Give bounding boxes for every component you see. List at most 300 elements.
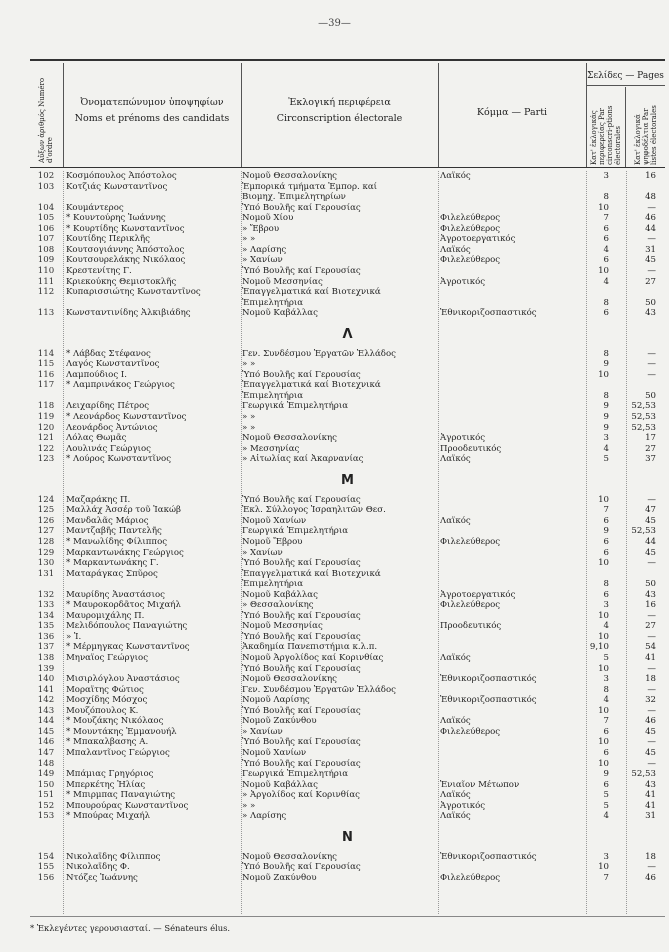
constituency: » Λαρίσης [242,244,287,255]
row-number: 151 [37,790,55,801]
party: Λαϊκός [440,244,471,255]
party: Προοδευτικός [440,621,502,632]
table-row [30,444,665,454]
constituency: » » [242,422,256,433]
table-row [30,423,665,433]
constituency: Ὑπό Βουλῆς καί Γερουσίας [242,663,361,674]
table-row [30,873,665,883]
table-row [30,759,665,769]
candidate-name: Λόλας Θωμᾶς [66,433,127,444]
candidate-name: * Μπιρμπας Παναγιώτης [66,790,176,801]
page-by-list: 50 [645,579,656,590]
constituency: Ὑπό Βουλῆς καί Γερουσίας [242,202,361,213]
page-by-constituency: 10 [598,631,609,642]
candidate-name: Μαζαράκης Π. [66,494,131,505]
footnote: * Ἐκλεγέντες γερουσιασταί. — Sénateurs élus. [30,916,665,933]
page-by-constituency: 4 [603,276,609,287]
page-by-list: 27 [645,621,656,632]
constituency: Γεωργικά Ἐπιμελητήρια [242,769,348,780]
page-by-list: — [647,610,656,621]
candidate-name: Λαμπούδιος Ι. [66,369,128,380]
candidate-name: Μπαλαντῖνος Γεώργιος [66,747,170,758]
row-number: 119 [37,412,55,422]
candidate-name: * Μουντάκης Ἐμμανουήλ [66,726,177,737]
constituency: » » [242,800,256,811]
table-row [30,192,665,202]
page-by-constituency: 10 [598,494,609,505]
constituency: » » [242,234,256,245]
page-by-constituency: 6 [603,747,609,758]
page-by-list: 16 [645,171,656,181]
party: Ἀγροτοεργατικός [440,589,516,600]
constituency: » Χανίων [242,726,283,737]
page-by-list: 41 [645,653,656,663]
row-number: 145 [37,726,55,737]
page-by-constituency: 9 [603,401,609,412]
table-row [30,495,665,505]
constituency: » Χανίων [242,255,283,266]
party: Ἀγροτικός [440,800,486,811]
candidate-name: Λεονάρδος Ἀντώνιος [66,422,158,433]
constituency: Ἐμπορικά τμήματα Ἐμπορ. καί [242,181,378,192]
page-by-constituency: 6 [603,726,609,737]
table-row [30,308,665,318]
page-by-list: — [647,558,656,569]
page-by-constituency: 9 [603,359,609,370]
page-by-constituency: 4 [603,811,609,822]
constituency: Νομοῦ Καβάλλας [242,779,318,790]
candidate-name: Κωνσταντινίδης Ἀλκιβιάδης [66,308,191,319]
header-names-col [63,63,242,167]
header-pages-sub1: Κατ' ἐκλογικάς περιφερείας Par circonscri-ptions électorales [590,105,622,165]
constituency: Νομοῦ Χανίων [242,747,307,758]
row-number: 147 [37,747,55,758]
section-letter: Μ [341,472,354,488]
page-by-list: — [647,348,656,359]
page-by-constituency: 6 [603,779,609,790]
constituency: » Ἀργολίδος καί Κορινθίας [242,790,360,801]
page-by-constituency: 10 [598,862,609,873]
page-by-constituency: 5 [603,454,609,465]
candidate-name: Ματαράγκας Σπῦρος [66,568,158,579]
row-number: 144 [37,716,55,727]
constituency: Νομοῦ Ζακύνθου [242,716,317,727]
page-by-list: 52,53 [631,401,656,412]
constituency: » » [242,359,256,370]
constituency: » » [242,412,256,422]
page-by-list: 41 [645,790,656,801]
row-number: 139 [37,663,55,674]
party: Φιλελεύθερος [440,536,501,547]
party: Φιλελεύθερος [440,255,501,266]
candidate-name: * Μπούρας Μιχαήλ [66,811,151,822]
page-by-constituency: 3 [603,171,609,181]
page-by-list: 16 [645,600,656,611]
row-number: 128 [37,536,55,547]
page-by-constituency: 10 [598,265,609,276]
page-by-constituency: 5 [603,800,609,811]
table-row [30,505,665,515]
constituency: Νομοῦ Χανίων [242,515,307,526]
row-number: 122 [37,443,55,454]
page-by-constituency: 3 [603,851,609,862]
page-by-constituency: 7 [603,716,609,727]
constituency: Νομοῦ Ἀργολίδος καί Κορινθίας [242,653,384,663]
party: Φιλελεύθερος [440,726,501,737]
page-by-constituency: 9 [603,422,609,433]
table-row [30,182,665,192]
page-by-constituency: 10 [598,369,609,380]
row-number: 155 [37,862,55,873]
page-by-list: 43 [645,308,656,319]
row-number: 118 [37,401,55,412]
table-row [30,245,665,255]
constituency: Ἀκαδημία Πανεπιστήμια κ.λ.π. [242,642,378,653]
page-by-list: 45 [645,547,656,558]
constituency: Ὑπό Βουλῆς καί Γερουσίας [242,494,361,505]
page-number: —39— [318,18,351,29]
page-by-constituency: 10 [598,663,609,674]
table-row [30,748,665,758]
party: Λαϊκός [440,811,471,822]
party: Ἐθνικοριζοσπαστικός [440,674,537,685]
party: Ἐθνικοριζοσπαστικός [440,695,537,706]
page-by-list: 52,53 [631,526,656,537]
row-number: 137 [37,642,55,653]
constituency: » Αἰτωλίας καί Ἀκαρνανίας [242,454,364,465]
constituency: Ὑπό Βουλῆς καί Γερουσίας [242,862,361,873]
page-by-list: — [647,862,656,873]
candidate-name: Μοραΐτης Φώτιος [66,684,144,695]
row-number: 123 [37,454,55,465]
candidate-name: Νικολαΐδης Φ. [66,862,130,873]
row-number: 125 [37,505,55,516]
page-by-constituency: 7 [603,872,609,883]
section-letter: Ν [342,829,353,845]
page-by-list: 18 [645,851,656,862]
row-number: 110 [37,265,55,276]
header-pages-label: Σελίδες — Pages [586,71,665,86]
party: Λαϊκός [440,171,471,181]
party: Λαϊκός [440,790,471,801]
page-by-constituency: 4 [603,621,609,632]
table-row [30,695,665,705]
constituency: Νομοῦ Καβάλλας [242,308,318,319]
page-by-list: — [647,202,656,213]
table-row [30,255,665,265]
table-row [30,266,665,276]
party: Λαϊκός [440,716,471,727]
page-by-list: 44 [645,223,656,234]
page-by-list: — [647,359,656,370]
page-by-constituency: 10 [598,758,609,769]
row-number: 114 [37,348,55,359]
table-row [30,277,665,287]
constituency: Νομοῦ Θεσσαλονίκης [242,433,337,444]
row-number: 136 [37,631,55,642]
row-number: 133 [37,600,55,611]
constituency: Νομοῦ Θεσσαλονίκης [242,851,337,862]
table-row [30,401,665,411]
party: Λαϊκός [440,653,471,663]
header-party-col [438,63,587,167]
constituency: Ὑπό Βουλῆς καί Γερουσίας [242,610,361,621]
candidate-name: * Μπακαλβασης Α. [66,737,149,748]
constituency: Νομοῦ Ζακύνθου [242,872,317,883]
row-number: 105 [37,213,55,224]
row-number: 140 [37,674,55,685]
candidate-name: Λειχαρίδης Πέτρος [66,401,150,412]
page-by-list: 45 [645,726,656,737]
page-by-list: 50 [645,297,656,308]
top-rule [30,59,665,61]
candidate-name: Κοτζιάς Κωνσταντῖνος [66,181,168,192]
row-number: 112 [37,287,55,298]
table-row [30,224,665,234]
page-by-constituency: 9 [603,769,609,780]
candidate-name: * Μουζάκης Νικόλαος [66,716,164,727]
page-by-list: 37 [645,454,656,465]
row-number: 106 [37,223,55,234]
row-number: 141 [37,684,55,695]
row-number: 127 [37,526,55,537]
page-by-list: 27 [645,276,656,287]
page-by-constituency: 5 [603,790,609,801]
candidate-name: * Κουντούρης Ἰωάννης [66,213,166,224]
candidate-name: Μελιδόπουλος Παναγιώτης [66,621,188,632]
row-number: 115 [37,359,55,370]
page-by-list: 44 [645,536,656,547]
row-number: 149 [37,769,55,780]
table-row [30,171,665,181]
candidate-name: * Κουρτίδης Κωνσταντῖνος [66,223,185,234]
constituency: Ὑπό Βουλῆς καί Γερουσίας [242,758,361,769]
page-by-list: — [647,705,656,716]
row-number: 142 [37,695,55,706]
candidate-name: * Μέρμηγκας Κωνσταντῖνος [66,642,190,653]
constituency: Νομοῦ Θεσσαλονίκης [242,674,337,685]
constituency: Νομοῦ Χίου [242,213,294,224]
page-by-constituency: 6 [603,234,609,245]
candidate-name: * Μαρκαντωνάκης Γ. [66,558,159,569]
page-by-constituency: 5 [603,653,609,663]
page-by-list: 17 [645,433,656,444]
header-number-label: Αὔξων ἀριθμός Numéro d'ordre [38,77,54,163]
candidate-name: Μπάμιας Γρηγόριος [66,769,154,780]
header-names-greek: Ὀνοματεπώνυμον ὑποψηφίων [80,97,224,108]
row-number: 131 [37,568,55,579]
constituency: Νομοῦ Μεσσηνίας [242,276,323,287]
page-by-constituency: 3 [603,433,609,444]
party: Ἀγροτικός [440,276,486,287]
page-by-list: 48 [645,192,656,203]
page-by-list: 18 [645,674,656,685]
table-row [30,590,665,600]
table-row [30,370,665,380]
header-number-col [30,63,64,167]
constituency: Νομοῦ Μεσσηνίας [242,621,323,632]
row-number: 153 [37,811,55,822]
table-row [30,769,665,779]
table-row [30,727,665,737]
row-number: 129 [37,547,55,558]
page-by-constituency: 8 [603,192,609,203]
row-number: 103 [37,181,55,192]
header-party-label: Κόμμα — Parti [476,107,548,118]
page-by-constituency: 7 [603,213,609,224]
candidate-name: Μανδαλᾶς Μάριος [66,515,149,526]
party: Ἐθνικοριζοσπαστικός [440,851,537,862]
page-by-list: 45 [645,255,656,266]
constituency: » Μεσσηνίας [242,443,300,454]
constituency: Ἐπαγγελματικά καί Βιοτεχνικά [242,287,381,298]
page-by-constituency: 6 [603,255,609,266]
candidate-name: » Ἰ. [66,631,82,642]
table-row [30,664,665,674]
candidate-name: Μαντζαβῆς Παντελῆς [66,526,162,537]
page-by-constituency: 7 [603,505,609,516]
row-number: 130 [37,558,55,569]
row-number: 107 [37,234,55,245]
row-number: 154 [37,851,55,862]
page-by-list: — [647,234,656,245]
row-number: 138 [37,653,55,663]
table-row [30,391,665,401]
page-by-constituency: 6 [603,308,609,319]
candidate-name: Μαρκαντωνάκης Γεώργιος [66,547,184,558]
candidate-name: Μπερκέτης Ἠλίας [66,779,146,790]
party: Λαϊκός [440,515,471,526]
candidate-name: Κουμάντερος [66,202,124,213]
page-by-list: 52,53 [631,422,656,433]
header-pages-col [586,63,665,167]
candidate-name: Λαγός Κωνσταντῖνος [66,359,160,370]
table-row [30,611,665,621]
candidate-name: Μηναΐος Γεώργιος [66,653,149,663]
page-by-constituency: 4 [603,695,609,706]
row-number: 108 [37,244,55,255]
table-row [30,548,665,558]
row-number: 124 [37,494,55,505]
page-by-list: 43 [645,779,656,790]
constituency: Ὑπό Βουλῆς καί Γερουσίας [242,631,361,642]
candidate-name: Μισιρλόγλου Ἀναστάσιος [66,674,180,685]
candidate-name: * Μαυροκορδᾶτος Μιχαήλ [66,600,181,611]
constituency: Νομοῦ Θεσσαλονίκης [242,171,337,181]
page-by-list: — [647,631,656,642]
table-row [30,537,665,547]
page-by-list: 46 [645,213,656,224]
page-by-list: 43 [645,589,656,600]
table-row [30,674,665,684]
row-number: 148 [37,758,55,769]
page-by-constituency: 10 [598,558,609,569]
candidate-name: * Λεονάρδος Κωνσταντῖνος [66,412,187,422]
constituency: Νομοῦ Λαρίσης [242,695,310,706]
party: Φιλελεύθερος [440,213,501,224]
page-by-constituency: 4 [603,244,609,255]
page-by-list: 32 [645,695,656,706]
constituency: Νομοῦ Ἔβρου [242,536,303,547]
candidate-name: Κριεκούκης Θεμιστοκλῆς [66,276,177,287]
constituency: Γεν. Συνδέσμου Ἐργατῶν Ἑλλάδος [242,348,396,359]
table-row [30,852,665,862]
page-by-list: 46 [645,716,656,727]
table-row [30,203,665,213]
table-row [30,621,665,631]
constituency: » Ἔβρου [242,223,280,234]
header-names-french: Noms et prénoms des candidats [74,113,230,124]
party: Προοδευτικός [440,443,502,454]
table-row [30,558,665,568]
page-by-constituency: 3 [603,674,609,685]
page-by-constituency: 8 [603,297,609,308]
party: Φιλελεύθερος [440,223,501,234]
constituency: » Χανίων [242,547,283,558]
table-row [30,569,665,579]
row-number: 126 [37,515,55,526]
row-number: 121 [37,433,55,444]
header-circ-french: Circonscription électorale [276,113,403,124]
candidate-name: Κουτίδης Περικλῆς [66,234,150,245]
page-by-list: — [647,684,656,695]
constituency: Ἐκλ. Σύλλογος Ἰσραηλιτῶν Θεσ. [242,505,386,516]
header-circ-col [241,63,439,167]
candidate-name: Μαλλάχ Ἀσσέρ τοῦ Ἰακώβ [66,505,181,516]
candidate-name: * Λούρος Κωνσταντῖνος [66,454,172,465]
table-row [30,790,665,800]
constituency: Βιομηχ. Ἐπιμελητηρίων [242,192,346,203]
page-by-constituency: 10 [598,737,609,748]
table-row [30,780,665,790]
page-by-list: 41 [645,800,656,811]
page-by-list: 52,53 [631,769,656,780]
page-by-list: 45 [645,515,656,526]
page-by-constituency: 6 [603,223,609,234]
table-row [30,801,665,811]
page-by-list: — [647,369,656,380]
table-row [30,862,665,872]
row-number: 146 [37,737,55,748]
page-by-constituency: 10 [598,610,609,621]
constituency: Ἐπιμελητήρια [242,579,304,590]
constituency: Ὑπό Βουλῆς καί Γερουσίας [242,737,361,748]
page-by-list: — [647,494,656,505]
row-number: 120 [37,422,55,433]
row-number: 102 [37,171,55,181]
page-by-constituency: 6 [603,515,609,526]
table-row [30,632,665,642]
page-by-list: 47 [645,505,656,516]
page-by-constituency: 8 [603,684,609,695]
table-row [30,716,665,726]
section-letter: Λ [342,326,353,342]
page-by-constituency: 9 [603,526,609,537]
table-row [30,579,665,589]
table-row [30,811,665,821]
table-row [30,349,665,359]
page-by-constituency: 10 [598,202,609,213]
table-row [30,685,665,695]
candidate-name: Μουζόπουλος Κ. [66,705,139,716]
page-by-constituency: 8 [603,579,609,590]
party: Φιλελεύθερος [440,600,501,611]
row-number: 113 [37,308,55,319]
row-number: 109 [37,255,55,266]
page-by-constituency: 3 [603,600,609,611]
page-by-list: 31 [645,244,656,255]
header-pages-sub2: Κατ' ἐκλογικά ψηφοδέλτια Par listes électorales [634,105,658,165]
